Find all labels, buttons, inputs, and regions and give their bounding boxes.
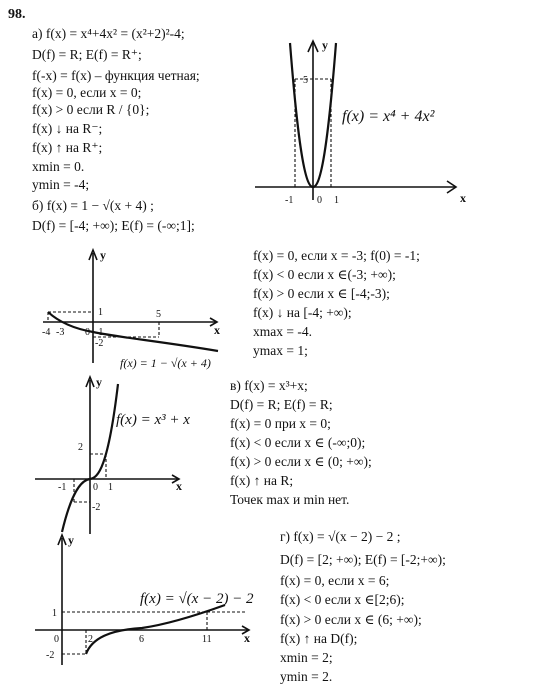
tick-2: 2: [78, 442, 83, 453]
graph-g: [30, 530, 255, 670]
part-v-line: f(x) = 0 при x = 0;: [230, 416, 331, 431]
tick-0: 0: [54, 634, 59, 645]
graph-b: [38, 245, 238, 370]
part-b-line: f(x) ↓ на [-4; +∞);: [253, 305, 352, 320]
part-g-line: г) f(x) = √(x − 2) − 2 ;: [280, 529, 401, 544]
part-v-line: Точек max и min нет.: [230, 492, 350, 507]
x-label: x: [176, 479, 182, 493]
tick-neg1: -1: [95, 327, 104, 338]
tick-1: 1: [108, 482, 113, 493]
tick-0: 0: [93, 482, 98, 493]
graph-v-formula: f(x) = x³ + x: [116, 412, 190, 428]
part-g-line: D(f) = [2; +∞); E(f) = [-2;+∞);: [280, 552, 446, 567]
part-g-line: f(x) = 0, если x = 6;: [280, 573, 390, 588]
part-a-line: а) f(x) = x⁴+4x² = (x²+2)²-4;: [32, 26, 185, 41]
part-a-line: f(x) > 0 если R / {0};: [32, 102, 150, 117]
part-v-line: f(x) < 0 если x ∈ (-∞;0);: [230, 435, 366, 450]
part-b-line: f(x) = 0, если x = -3; f(0) = -1;: [253, 248, 420, 263]
part-b-line: б) f(x) = 1 − √(x + 4) ;: [32, 198, 154, 213]
y-label: y: [322, 38, 328, 52]
tick-1: 1: [52, 608, 57, 619]
part-a-line: f(x) ↑ на R⁺;: [32, 140, 103, 155]
tick-neg2: -2: [46, 650, 55, 661]
graph-a-formula: f(x) = x⁴ + 4x²: [342, 108, 435, 125]
curve-b: [48, 312, 218, 351]
graph-v: [30, 372, 245, 537]
tick-5: 5: [303, 75, 308, 86]
tick-2: 2: [88, 634, 93, 645]
part-b-line: f(x) < 0 если x ∈(-3; +∞);: [253, 267, 396, 282]
part-b-line: f(x) > 0 если x ∈ [-4;-3);: [253, 286, 390, 301]
tick-0: 0: [317, 195, 322, 206]
part-g-line: f(x) > 0 если x ∈ (6; +∞);: [280, 612, 422, 627]
part-a-line: f(x) = 0, если x = 0;: [32, 85, 142, 100]
part-b-line: D(f) = [-4; +∞); E(f) = (-∞;1];: [32, 218, 195, 233]
graph-b-formula: f(x) = 1 − √(x + 4): [120, 356, 211, 370]
tick-1: 1: [98, 307, 103, 318]
tick-11: 11: [202, 634, 212, 645]
tick-1: 1: [334, 195, 339, 206]
tick-neg4: -4: [42, 327, 51, 338]
part-v-line: в) f(x) = x³+x;: [230, 378, 308, 393]
y-label: y: [68, 533, 74, 547]
part-b-line: ymax = 1;: [253, 343, 308, 358]
part-a-line: ymin = -4;: [32, 177, 90, 192]
part-g-line: xmin = 2;: [280, 650, 333, 665]
part-a-line: f(x) ↓ на R⁻;: [32, 121, 103, 136]
problem-number: 98.: [8, 7, 26, 22]
tick-neg2: -2: [92, 502, 101, 513]
x-label: x: [244, 631, 250, 645]
part-b-line: xmax = -4.: [253, 324, 312, 339]
part-a-line: D(f) = R; E(f) = R⁺;: [32, 47, 142, 62]
x-label: x: [214, 323, 220, 337]
y-label: y: [96, 375, 102, 389]
part-a-line: f(-x) = f(x) – функция четная;: [32, 68, 200, 83]
part-v-line: f(x) > 0 если x ∈ (0; +∞);: [230, 454, 372, 469]
part-g-line: f(x) ↑ на D(f);: [280, 631, 358, 646]
x-label: x: [460, 191, 466, 205]
part-g-line: ymin = 2.: [280, 669, 333, 684]
tick-0: 0: [85, 327, 90, 338]
graph-g-formula: f(x) = √(x − 2) − 2: [140, 591, 254, 607]
part-v-line: D(f) = R; E(f) = R;: [230, 397, 333, 412]
tick-6: 6: [139, 634, 144, 645]
part-v-line: f(x) ↑ на R;: [230, 473, 294, 488]
tick-neg3: -3: [56, 327, 65, 338]
part-a-line: xmin = 0.: [32, 159, 85, 174]
tick-5: 5: [156, 309, 161, 320]
graph-a: [250, 35, 480, 210]
tick-neg1: -1: [58, 482, 67, 493]
part-g-line: f(x) < 0 если x ∈[2;6);: [280, 592, 405, 607]
y-label: y: [100, 248, 106, 262]
tick-neg1: -1: [285, 195, 294, 206]
tick-neg2: -2: [95, 338, 104, 349]
